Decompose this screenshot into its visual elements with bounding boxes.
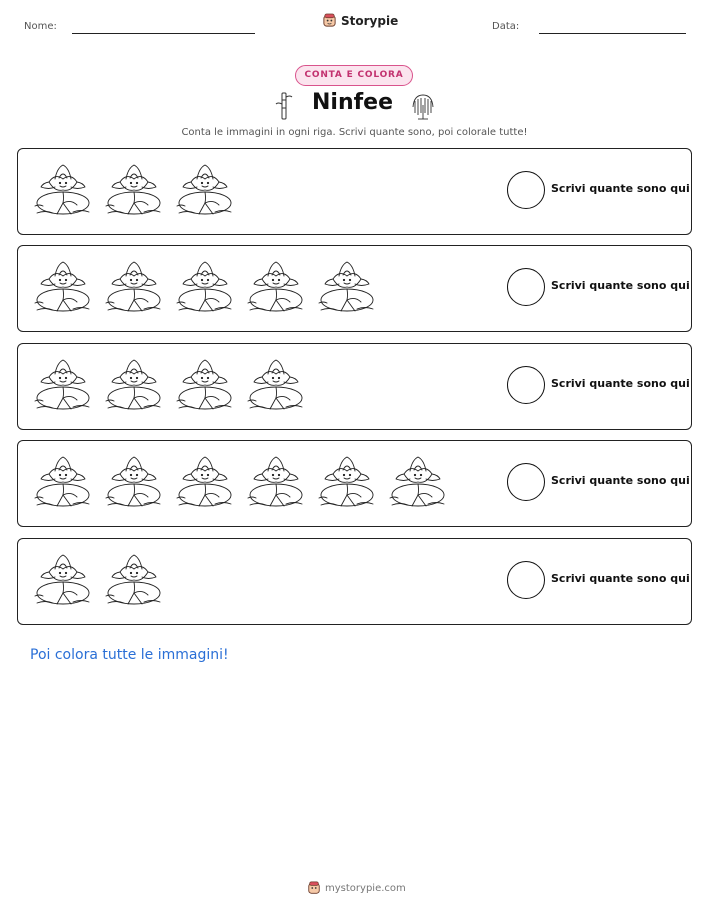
picture-group bbox=[33, 354, 306, 414]
water-lily-icon[interactable] bbox=[175, 256, 235, 316]
answer-circle[interactable] bbox=[507, 366, 545, 404]
water-lily-icon[interactable] bbox=[246, 256, 306, 316]
counting-row bbox=[17, 343, 692, 430]
answer-circle[interactable] bbox=[507, 561, 545, 599]
water-lily-icon[interactable] bbox=[104, 354, 164, 414]
date-label: Data: bbox=[492, 21, 520, 32]
water-lily-icon[interactable] bbox=[33, 354, 93, 414]
water-lily-icon[interactable] bbox=[33, 159, 93, 219]
brand bbox=[322, 13, 398, 28]
water-lily-icon[interactable] bbox=[388, 451, 448, 511]
picture-group bbox=[33, 451, 448, 511]
footer-site: mystorypie.com bbox=[325, 882, 406, 894]
picture-group bbox=[33, 549, 164, 609]
water-lily-icon[interactable] bbox=[246, 354, 306, 414]
instructions: Conta le immagini in ogni riga. Scrivi quante sono, poi colorale tutte! bbox=[181, 127, 528, 138]
water-lily-icon[interactable] bbox=[246, 451, 306, 511]
answer-label: Scrivi quante sono qui bbox=[551, 377, 690, 390]
answer-label: Scrivi quante sono qui bbox=[551, 572, 690, 585]
water-lily-icon[interactable] bbox=[175, 451, 235, 511]
counting-row bbox=[17, 440, 692, 527]
footer bbox=[307, 881, 406, 895]
picture-group bbox=[33, 256, 377, 316]
brand-name: Storypie bbox=[341, 13, 399, 28]
water-lily-icon[interactable] bbox=[175, 354, 235, 414]
water-lily-icon[interactable] bbox=[33, 451, 93, 511]
storypie-mascot-icon bbox=[322, 13, 337, 28]
water-lily-icon[interactable] bbox=[104, 549, 164, 609]
date-line[interactable] bbox=[539, 33, 686, 34]
water-lily-icon[interactable] bbox=[104, 159, 164, 219]
water-lily-icon[interactable] bbox=[33, 256, 93, 316]
water-lily-icon[interactable] bbox=[104, 256, 164, 316]
answer-label: Scrivi quante sono qui bbox=[551, 279, 690, 292]
water-lily-icon[interactable] bbox=[317, 451, 377, 511]
water-lily-icon[interactable] bbox=[317, 256, 377, 316]
counting-row bbox=[17, 148, 692, 235]
answer-label: Scrivi quante sono qui bbox=[551, 182, 690, 195]
answer-circle[interactable] bbox=[507, 463, 545, 501]
water-lily-icon[interactable] bbox=[33, 549, 93, 609]
counting-row bbox=[17, 245, 692, 332]
water-lily-icon[interactable] bbox=[175, 159, 235, 219]
storypie-mascot-icon bbox=[307, 881, 321, 895]
answer-circle[interactable] bbox=[507, 171, 545, 209]
willow-tree-icon bbox=[408, 91, 438, 121]
title-row bbox=[272, 89, 442, 121]
bamboo-icon bbox=[274, 91, 294, 121]
activity-badge: CONTA E COLORA bbox=[295, 65, 413, 86]
counting-row bbox=[17, 538, 692, 625]
answer-label: Scrivi quante sono qui bbox=[551, 474, 690, 487]
name-label: Nome: bbox=[24, 21, 57, 32]
picture-group bbox=[33, 159, 235, 219]
footer-note: Poi colora tutte le immagini! bbox=[30, 647, 229, 663]
answer-circle[interactable] bbox=[507, 268, 545, 306]
page-title: Ninfee bbox=[312, 90, 394, 115]
name-line[interactable] bbox=[72, 33, 255, 34]
water-lily-icon[interactable] bbox=[104, 451, 164, 511]
